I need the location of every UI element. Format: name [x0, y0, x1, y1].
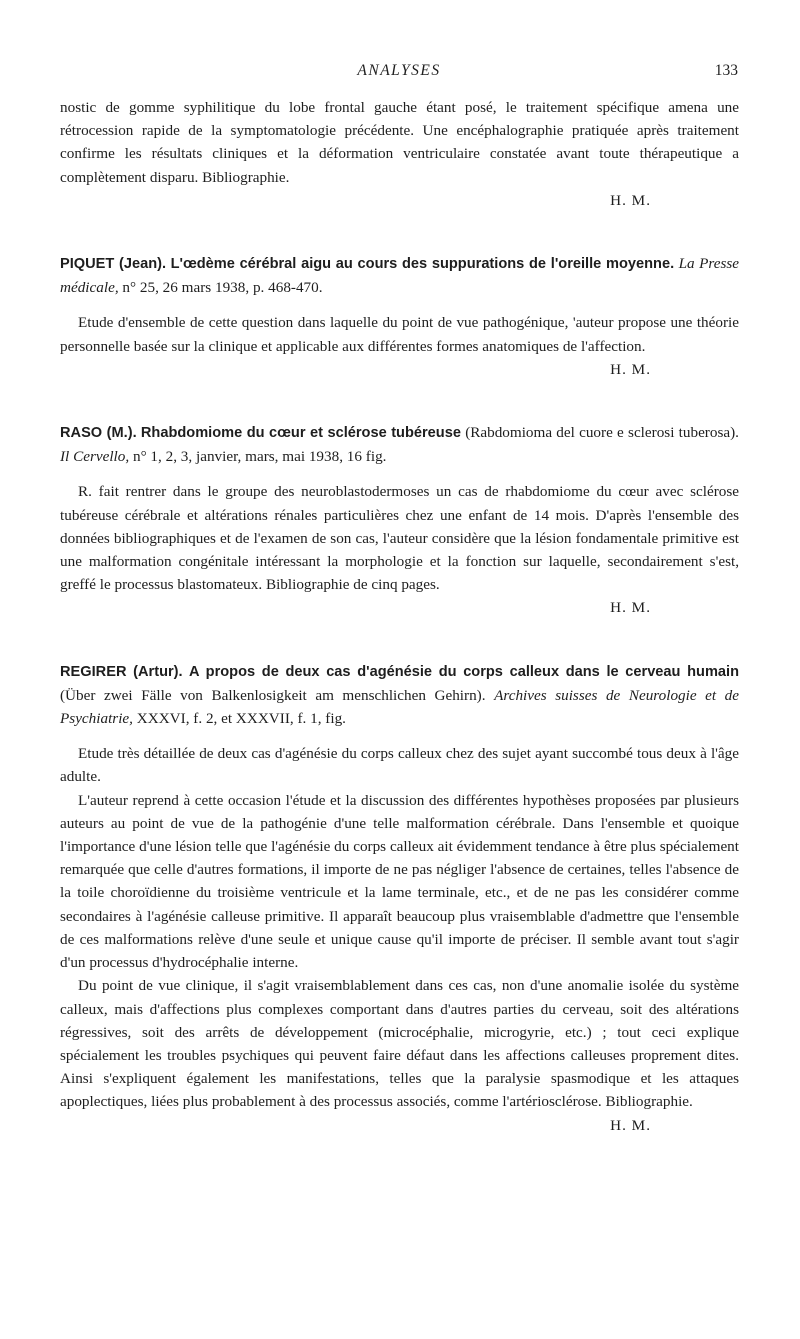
review-paragraph: R. fait rentrer dans le groupe des neuroblastodermoses un cas de rhabdomiome du cœur avec sclérose tubéreuse cérébrale et altérations rénales particulières chez une enfant de 14 mois. D'après l'ensemble des données bibliographiques et de l'examen de son cas, l'auteur considère que la lésion fondamentale primitive est une malformation congénitale intéressant la morphologie et la fonction sur laquelle, secondairement s'est, greffé le processus blastomateux. Bibliographie de cinq pages.	[60, 483, 739, 594]
running-title: ANALYSES	[357, 62, 441, 79]
review-paragraph: Etude très détaillée de deux cas d'agénésie du corps calleux chez des sujet ayant succombé tous deux à l'âge adulte.	[60, 745, 739, 786]
reviewer-signature: H. M.	[610, 191, 651, 209]
review-entry-raso	[60, 421, 739, 620]
entry-body	[60, 311, 739, 357]
review-paragraph: Etude d'ensemble de cette question dans laquelle du point de vue pathogénique, 'auteur propose une théorie personnelle basée sur la clinique et applicable aux différentes formes anatomiques de l'affection.	[60, 314, 739, 355]
entry-body	[60, 742, 739, 1113]
entry-author: PIQUET (Jean).	[60, 256, 167, 273]
entry-subtitle: (Über zwei Fälle von Balkenlosigkeit am menschlichen Gehirn).	[60, 686, 486, 704]
review-entry-regirer	[60, 660, 739, 1137]
entry-heading	[60, 252, 739, 299]
entry-author: RASO (M.).	[60, 425, 137, 442]
entry-journal: Archives suisses de Neurologie et de Psychiatrie,	[60, 686, 740, 728]
entry-heading	[60, 660, 739, 731]
review-paragraph: Du point de vue clinique, il s'agit vraisemblablement dans ces cas, non d'une anomalie isolée du système calleux, mais d'affections plus complexes comportant dans d'autres parties du cerveau, soit des altérations régressives, soit des arrêts de développement (microcéphalie, microgyrie, etc.) ; tout ceci explique spécialement les troubles psychiques qui peuvent faire défaut dans les affections calleuses proprement dites. Ainsi s'expliquent également les manifestations, telles que la paralysie spasmodique et les attaques apoplectiques, liées plus probablement à des processus associés, comme l'artériosclérose. Bibliographie.	[60, 977, 739, 1111]
entry-title: A propos de deux cas d'agénésie du corps calleux dans le cerveau humain	[189, 663, 740, 680]
entry-title: L'œdème cérébral aigu au cours des suppurations de l'oreille moyenne.	[170, 256, 675, 273]
entry-citation: n° 1, 2, 3, janvier, mars, mai 1938, 16 fig.	[132, 448, 387, 466]
entry-body	[60, 480, 739, 596]
reviewer-signature: H. M.	[610, 360, 651, 378]
entry-title: Rhabdomiome du cœur et sclérose tubéreuse	[140, 425, 461, 442]
review-paragraph: nostic de gomme syphilitique du lobe frontal gauche étant posé, le traitement spécifique amena une rétrocession rapide de la symptomatologie précédente. Une encéphalographie pratiquée après traitement confirme les résultats cliniques et la déformation ventriculaire constatée avant toute thérapeutique a complètement disparu. Bibliographie.	[60, 99, 739, 186]
entry-subtitle: (Rabdomioma del cuore e sclerosi tuberosa).	[465, 424, 739, 442]
entry-citation: n° 25, 26 mars 1938, p. 468-470.	[122, 279, 323, 297]
page-header	[60, 62, 738, 84]
review-entry-piquet	[60, 252, 739, 381]
entry-heading	[60, 421, 739, 468]
continued-review	[60, 96, 739, 212]
entry-citation: XXXVI, f. 2, et XXXVII, f. 1, fig.	[136, 710, 346, 728]
review-paragraph: L'auteur reprend à cette occasion l'étude et la discussion des différentes hypothèses proposées par plusieurs auteurs au point de vue de la pathogénie d'une telle malformation cérébrale. Dans l'ensemble et quoique l'importance d'une lésion telle que l'agénésie du corps calleux ait évidemment tendance à être plus spécialement remarquée que celle d'autres formations, il importe de ne pas négliger l'absence de certaines, telles l'absence de la toile choroïdienne du troisième ventricule et la lame terminale, etc., et de ne pas les considérer comme secondaires à l'agénésie calleuse primitive. Il apparaît beaucoup plus vraisemblable d'admettre que l'ensemble de ces malformations relève d'une seule et unique cause qu'il importe de préciser. Il semble avant tout s'agir d'un processus d'hydrocéphalie interne.	[60, 791, 739, 972]
entry-author: REGIRER (Artur).	[60, 663, 183, 680]
reviewer-signature: H. M.	[610, 1116, 651, 1134]
entry-journal: Il Cervello,	[60, 448, 130, 466]
page-body	[60, 96, 739, 1137]
reviewer-signature: H. M.	[610, 599, 651, 617]
page-number: 133	[714, 62, 738, 79]
entry-journal: La Presse médicale,	[60, 255, 740, 297]
